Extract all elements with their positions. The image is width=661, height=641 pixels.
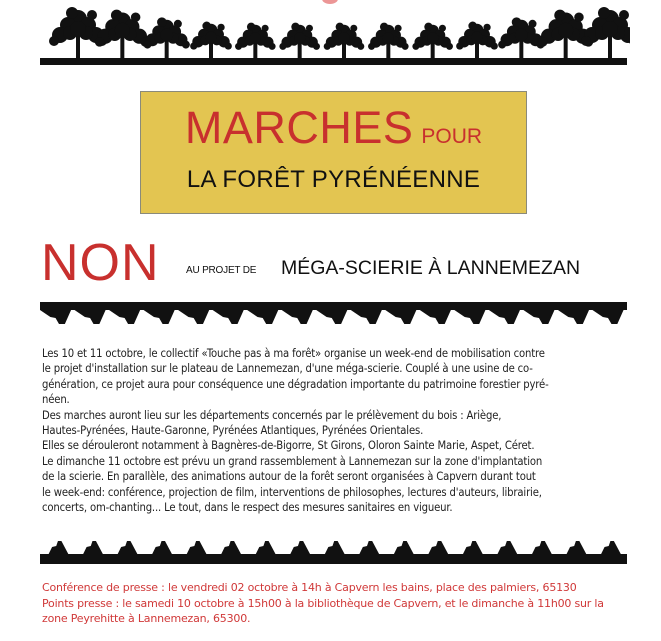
title-pour: POUR <box>421 125 483 148</box>
body-text <box>42 346 642 515</box>
slogan-target: MÉGA-SCIERIE À LANNEMEZAN <box>281 257 581 279</box>
body-line: Les 10 et 11 octobre, le collectif «Touche pas à ma forêt» organise un week-end de mobilisation contre <box>42 347 545 360</box>
saw-blade-bottom-icon <box>40 538 627 564</box>
press-line: Conférence de presse : le vendredi 02 octobre à 14h à Capvern les bains, place des palmiers, 65130 <box>42 581 577 594</box>
body-line: le week-end: conférence, projection de film, interventions de philosophes, lectures d'auteurs, librairie, <box>42 485 542 499</box>
press-line: Points presse : le samedi 10 octobre à 15h00 à la bibliothèque de Capvern, et le dimanche à 11h00 sur la <box>42 596 604 610</box>
body-line: de la scierie. En parallèle, des animations autour de la forêt seront organisées à Capvern durant tout <box>42 470 536 484</box>
title-box <box>140 91 527 214</box>
body-line: Le dimanche 11 octobre est prévu un grand rassemblement à Lannemezan sur la zone d'implantation <box>42 454 543 468</box>
body-line: néen. <box>42 393 70 407</box>
tree-row-icon <box>30 4 630 68</box>
saw-blade-top-icon <box>40 302 627 326</box>
title-line-1 <box>141 102 526 154</box>
slogan-au-projet: AU PROJET DE <box>186 265 257 276</box>
body-line: le projet d'installation sur le plateau de Lannemezan, d'une méga-scierie. Couplé à une usine de co- <box>42 362 533 376</box>
press-info <box>42 580 652 627</box>
body-line: génération, ce projet aura pour conséquence une dégradation importante du patrimoine forestier pyré- <box>42 377 549 391</box>
body-line: Elles se dérouleront notamment à Bagnères-de-Bigorre, St Girons, Oloron Sainte Marie, Aspet, Céret. <box>42 439 535 453</box>
press-line: zone Peyrehitte à Lannemezan, 65300. <box>42 612 251 625</box>
body-line: Hautes-Pyrénées, Haute-Garonne, Pyrénées Atlantiques, Pyrénées Orientales. <box>42 424 424 438</box>
body-line: Des marches auront lieu sur les départements concernés par le prélèvement du bois : Ariège, <box>42 408 502 422</box>
title-marches: MARCHES <box>184 102 414 153</box>
body-line: concerts, om-chanting... Le tout, dans le respect des mesures sanitaires en vigueur. <box>42 501 453 515</box>
title-line-2: LA FORÊT PYRÉNÉENNE <box>186 166 481 193</box>
slogan-non: NON <box>41 234 160 292</box>
